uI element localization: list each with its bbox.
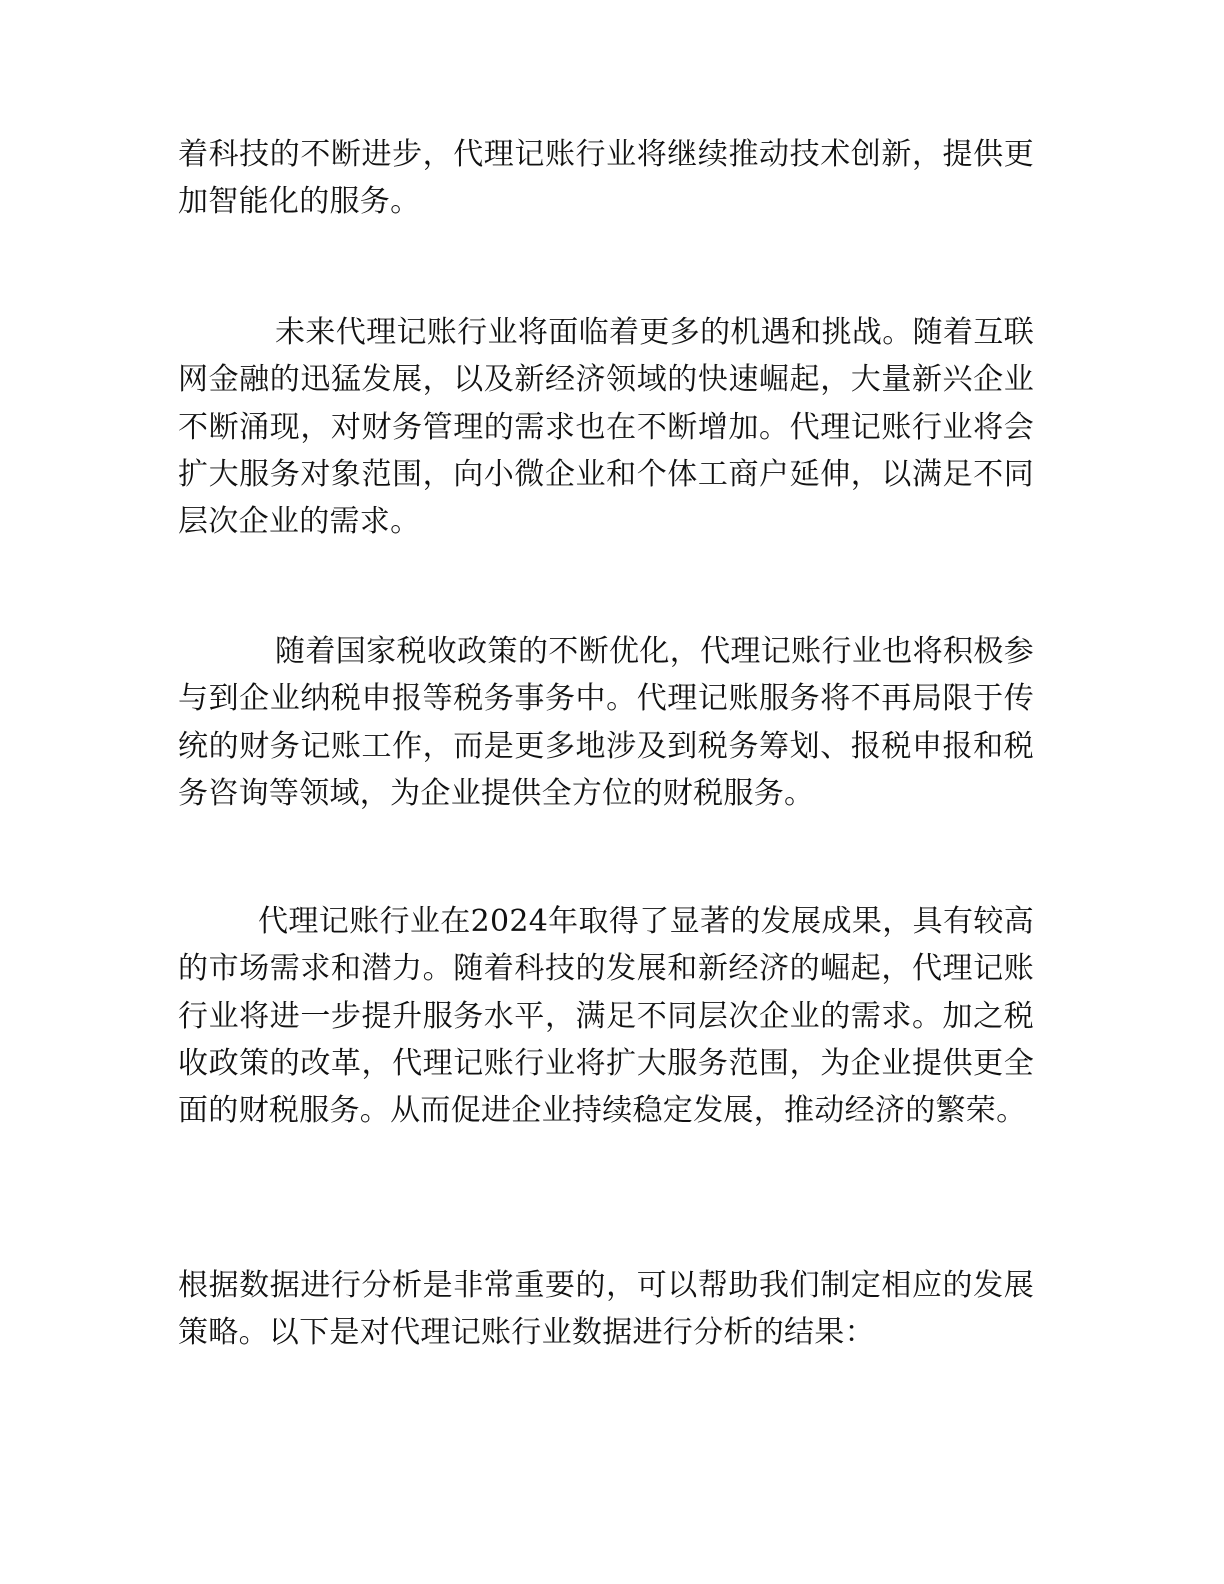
paragraph-data-analysis-intro: 根据数据进行分析是非常重要的，可以帮助我们制定相应的发展策略。以下是对代理记账行业数据进行分析的结果：: [178, 1268, 1034, 1351]
paragraph-tax-policy: 随着国家税收政策的不断优化，代理记账行业也将积极参与到企业纳税申报等税务事务中。代理记账服务将不再局限于传统的财务记账工作，而是更多地涉及到税务筹划、报税申报和税务咨询等领域，为企业提供全方位的财税服务。: [178, 634, 1034, 811]
paragraph-2024-summary: 代理记账行业在2024年取得了显著的发展成果，具有较高的市场需求和潜力。随着科技的发展和新经济的崛起，代理记账行业将进一步提升服务水平，满足不同层次企业的需求。加之税收政策的改革，代理记账行业将扩大服务范围，为企业提供更全面的财税服务。从而促进企业持续稳定发展，推动经济的繁荣。: [178, 904, 1034, 1129]
paragraph-continued: 着科技的不断进步，代理记账行业将继续推动技术创新，提供更加智能化的服务。: [178, 137, 1034, 220]
paragraph-future-opportunities: 未来代理记账行业将面临着更多的机遇和挑战。随着互联网金融的迅猛发展，以及新经济领域的快速崛起，大量新兴企业不断涌现，对财务管理的需求也在不断增加。代理记账行业将会扩大服务对象范围，向小微企业和个体工商户延伸，以满足不同层次企业的需求。: [178, 315, 1034, 540]
